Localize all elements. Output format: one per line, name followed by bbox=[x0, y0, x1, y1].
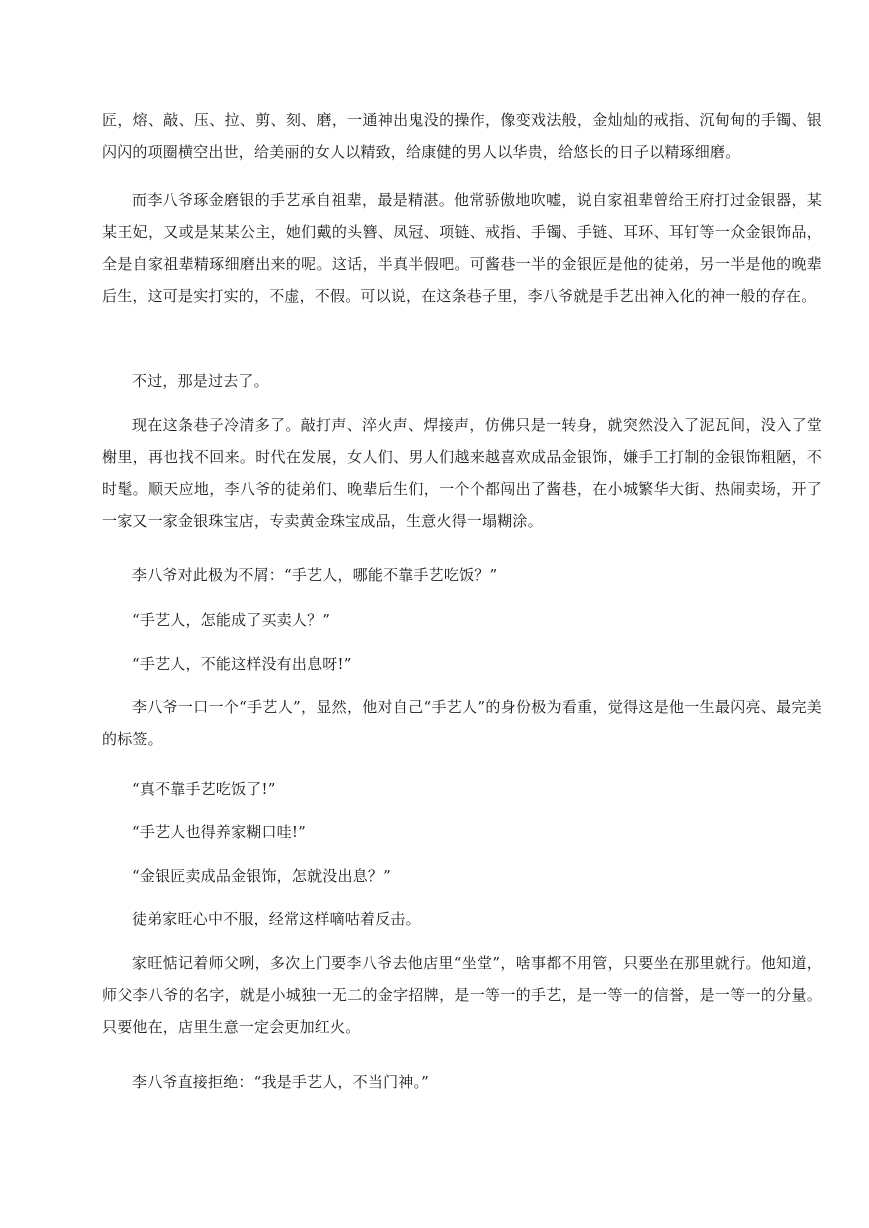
paragraph-9: “真不靠手艺吃饭了!” bbox=[132, 780, 276, 798]
paragraph-11: “金银匠卖成品金银饰，怎就没出息？” bbox=[132, 867, 391, 885]
paragraph-1: 匠，熔、敲、压、拉、剪、刻、磨，一通神出鬼没的操作，像变戏法般，金灿灿的戒指、沉甸甸的手镯、银闪闪的项圈横空出世，给美丽的女人以精致，给康健的男人以华贵，给悠长的日子以精琢细磨。 bbox=[102, 111, 822, 161]
paragraph-13: 家旺惦记着师父咧，多次上门要李八爷去他店里“坐堂”，啥事都不用管，只要坐在那里就行。他知道，师父李八爷的名字，就是小城独一无二的金字招牌，是一等一的手艺，是一等一的信誉，是一等一的分量。只要他在，店里生意一定会更加红火。 bbox=[102, 954, 822, 1036]
paragraph-10: “手艺人也得养家糊口哇!” bbox=[132, 823, 306, 841]
paragraph-14: 李八爷直接拒绝：“我是手艺人，不当门神。” bbox=[132, 1073, 430, 1091]
paragraph-7: “手艺人，不能这样没有出息呀!” bbox=[132, 655, 352, 673]
paragraph-8: 李八爷一口一个“手艺人”，显然，他对自己“手艺人”的身份极为看重，觉得这是他一生最闪亮、最完美的标签。 bbox=[102, 698, 822, 748]
paragraph-3: 不过，那是过去了。 bbox=[132, 372, 269, 390]
paragraph-2: 而李八爷琢金磨银的手艺承自祖辈，最是精湛。他常骄傲地吹嘘，说自家祖辈曾给王府打过金银器，某某王妃，又或是某某公主，她们戴的头簪、凤冠、项链、戒指、手镯、手链、耳环、耳钉等一众金银饰品，全是自家祖辈精琢细磨出来的呢。这话，半真半假吧。可酱巷一半的金银匠是他的徒弟，另一半是他的晚辈后生，这可是实打实的，不虚，不假。可以说，在这条巷子里，李八爷就是手艺出神入化的神一般的存在。 bbox=[102, 191, 822, 305]
paragraph-6: “手艺人，怎能成了买卖人？” bbox=[132, 611, 331, 629]
paragraph-4: 现在这条巷子冷清多了。敲打声、淬火声、焊接声，仿佛只是一转身，就突然没入了泥瓦间，没入了堂榭里，再也找不回来。时代在发展，女人们、男人们越来越喜欢成品金银饰，嫌手工打制的金银饰粗陋，不时髦。顺天应地，李八爷的徒弟们、晚辈后生们，一个个都闯出了酱巷，在小城繁华大街、热闹卖场，开了一家又一家金银珠宝店，专卖黄金珠宝成品，生意火得一塌糊涂。 bbox=[102, 416, 822, 530]
paragraph-12: 徒弟家旺心中不服，经常这样嘀咕着反击。 bbox=[132, 910, 421, 928]
paragraph-5: 李八爷对此极为不屑：“手艺人，哪能不靠手艺吃饭？” bbox=[132, 566, 498, 584]
